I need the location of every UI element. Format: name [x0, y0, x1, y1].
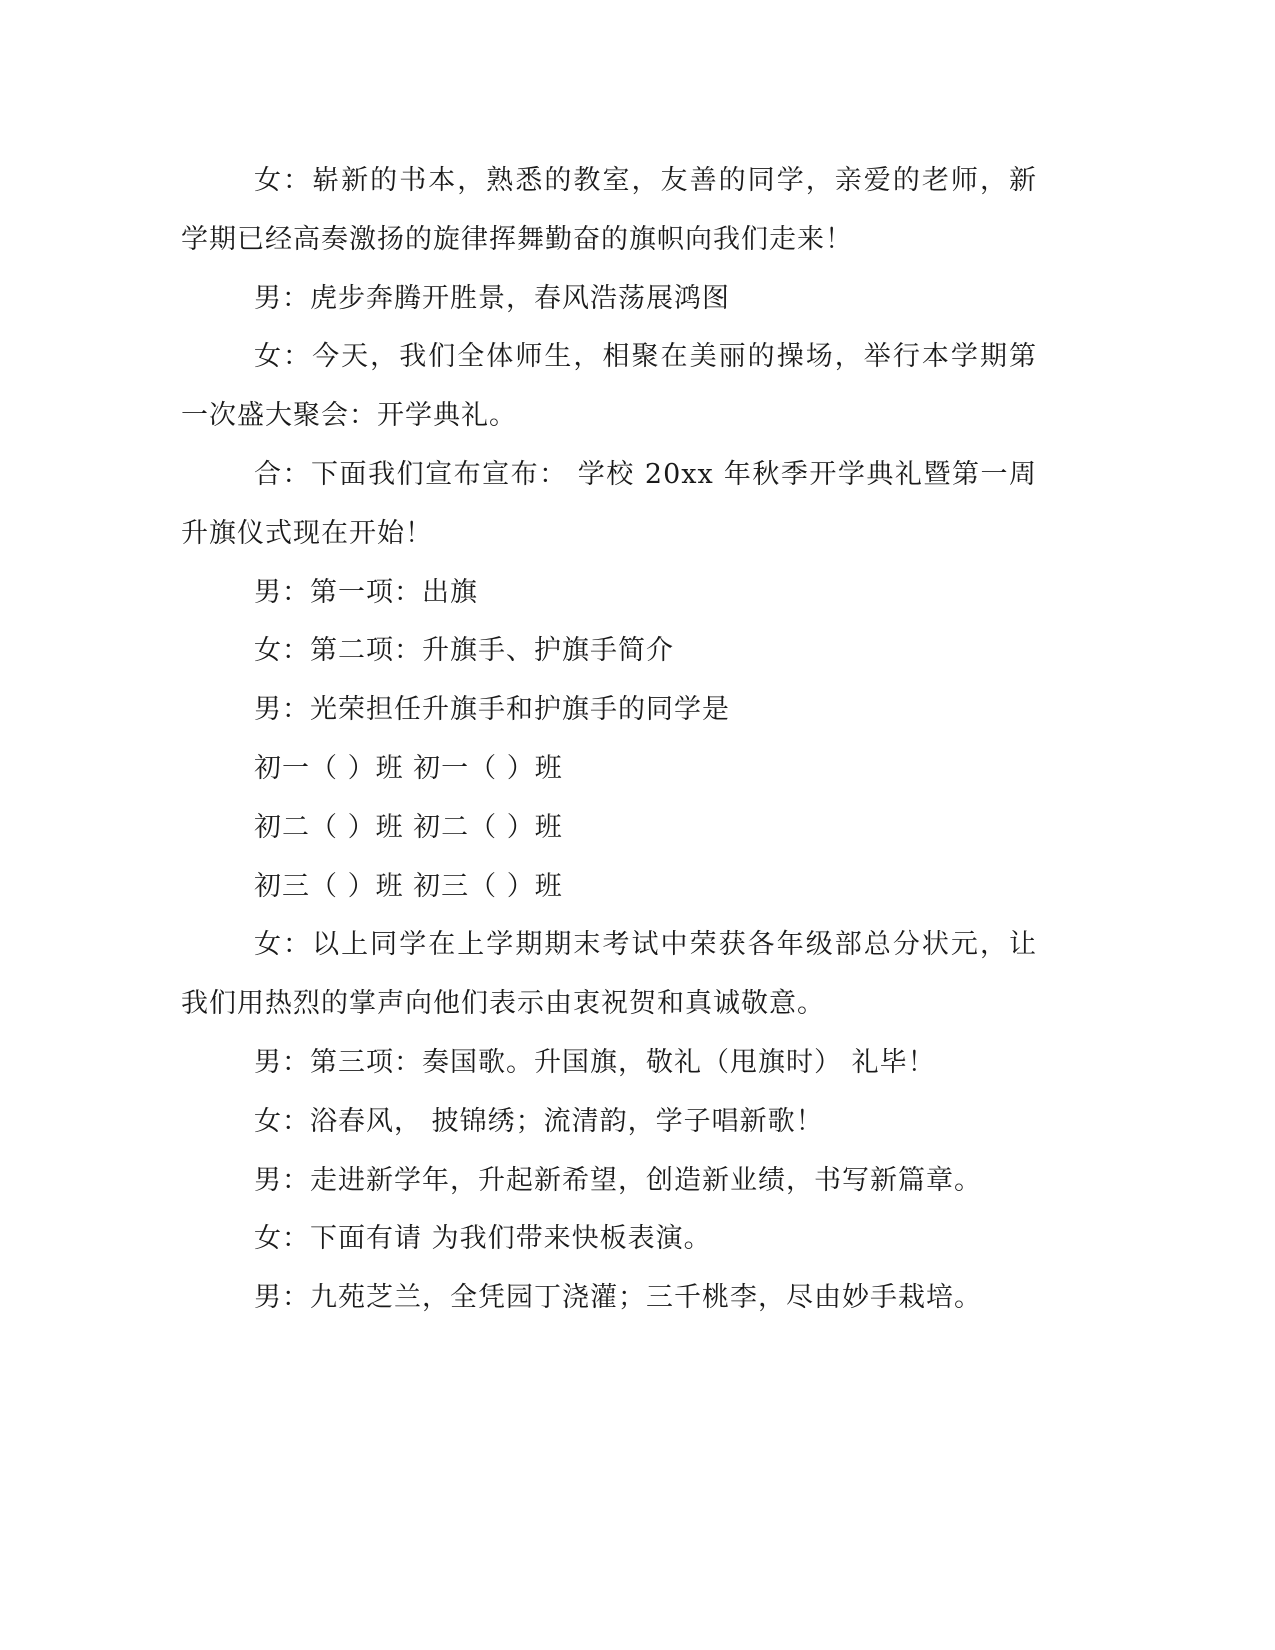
paragraph-8: 初一（ ）班 初一（ ）班 — [254, 752, 563, 784]
paragraph-14: 男：走进新学年，升起新希望，创造新业绩，书写新篇章。 — [254, 1164, 982, 1196]
paragraph-2: 男：虎步奔腾开胜景，春风浩荡展鸿图 — [254, 282, 730, 314]
paragraph-11: 女：以上同学在上学期期末考试中荣获各年级部总分状元，让我们用热烈的掌声向他们表示由衷祝贺和真诚敬意。 — [181, 929, 1037, 1020]
document-body — [181, 152, 1037, 1328]
paragraph-9: 初二（ ）班 初二（ ）班 — [254, 811, 563, 843]
paragraph-4: 合：下面我们宣布宣布： 学校 20xx 年秋季开学典礼暨第一周升旗仪式现在开始！ — [181, 458, 1037, 549]
paragraph-12: 男：第三项：奏国歌。升国旗，敬礼（甩旗时） 礼毕！ — [254, 1046, 936, 1078]
paragraph-15: 女：下面有请 为我们带来快板表演。 — [254, 1223, 712, 1255]
paragraph-7: 男：光荣担任升旗手和护旗手的同学是 — [254, 694, 730, 726]
paragraph-10: 初三（ ）班 初三（ ）班 — [254, 870, 563, 902]
paragraph-5: 男：第一项：出旗 — [254, 576, 478, 608]
paragraph-13: 女：浴春风， 披锦绣；流清韵，学子唱新歌！ — [254, 1105, 824, 1137]
paragraph-16: 男：九苑芝兰，全凭园丁浇灌；三千桃李，尽由妙手栽培。 — [254, 1282, 982, 1314]
paragraph-6: 女：第二项：升旗手、护旗手简介 — [254, 635, 674, 667]
paragraph-3: 女：今天，我们全体师生，相聚在美丽的操场，举行本学期第一次盛大聚会：开学典礼。 — [181, 341, 1037, 432]
paragraph-1: 女：崭新的书本，熟悉的教室，友善的同学，亲爱的老师，新学期已经高奏激扬的旋律挥舞勤奋的旗帜向我们走来！ — [181, 165, 1037, 255]
